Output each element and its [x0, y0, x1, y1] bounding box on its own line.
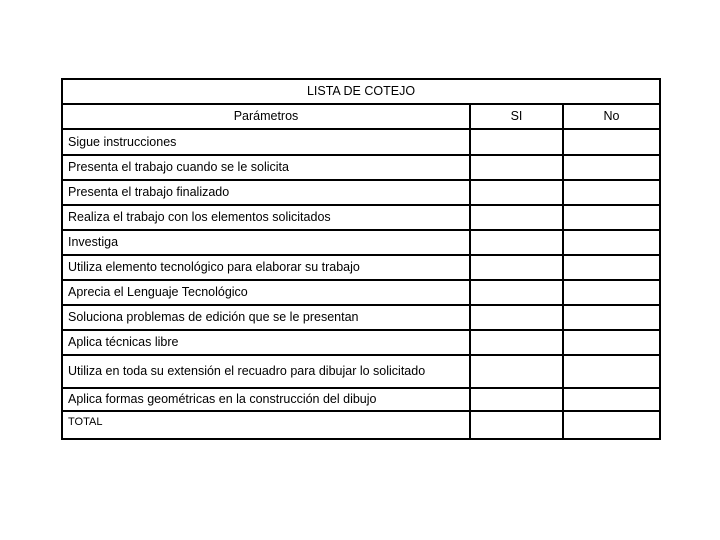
total-row — [62, 411, 660, 439]
header-si: SI — [470, 104, 563, 129]
header-parametros: Parámetros — [62, 104, 470, 129]
si-cell — [470, 330, 563, 355]
parameter-cell: Aplica técnicas libre — [62, 330, 470, 355]
si-cell — [470, 305, 563, 330]
parameter-cell: Presenta el trabajo cuando se le solicita — [62, 155, 470, 180]
no-cell — [563, 330, 660, 355]
parameter-cell: Utiliza en toda su extensión el recuadro para dibujar lo solicitado — [62, 355, 470, 388]
table-row — [62, 255, 660, 280]
table-row — [62, 129, 660, 155]
parameter-cell: Aplica formas geométricas en la construcción del dibujo — [62, 388, 470, 411]
parameter-cell: Realiza el trabajo con los elementos solicitados — [62, 205, 470, 230]
checklist-table — [61, 78, 661, 440]
no-cell — [563, 411, 660, 439]
title-row — [62, 79, 660, 104]
no-cell — [563, 355, 660, 388]
si-cell — [470, 255, 563, 280]
parameter-cell: Soluciona problemas de edición que se le presentan — [62, 305, 470, 330]
no-cell — [563, 230, 660, 255]
no-cell — [563, 305, 660, 330]
header-no: No — [563, 104, 660, 129]
parameter-cell: Utiliza elemento tecnológico para elaborar su trabajo — [62, 255, 470, 280]
no-cell — [563, 180, 660, 205]
table-row — [62, 155, 660, 180]
si-cell — [470, 230, 563, 255]
table-row — [62, 205, 660, 230]
table-row — [62, 388, 660, 411]
table-row — [62, 305, 660, 330]
no-cell — [563, 255, 660, 280]
si-cell — [470, 205, 563, 230]
no-cell — [563, 388, 660, 411]
no-cell — [563, 205, 660, 230]
no-cell — [563, 280, 660, 305]
no-cell — [563, 129, 660, 155]
parameter-cell: Sigue instrucciones — [62, 129, 470, 155]
table-row — [62, 280, 660, 305]
total-label: TOTAL — [62, 411, 470, 439]
table-row — [62, 330, 660, 355]
si-cell — [470, 355, 563, 388]
header-row — [62, 104, 660, 129]
si-cell — [470, 155, 563, 180]
si-cell — [470, 129, 563, 155]
table-row — [62, 230, 660, 255]
table-row — [62, 180, 660, 205]
si-cell — [470, 180, 563, 205]
table-row — [62, 355, 660, 388]
parameter-cell: Presenta el trabajo finalizado — [62, 180, 470, 205]
no-cell — [563, 155, 660, 180]
parameter-cell: Investiga — [62, 230, 470, 255]
si-cell — [470, 280, 563, 305]
parameter-cell: Aprecia el Lenguaje Tecnológico — [62, 280, 470, 305]
si-cell — [470, 411, 563, 439]
si-cell — [470, 388, 563, 411]
checklist-title: LISTA DE COTEJO — [62, 79, 660, 104]
